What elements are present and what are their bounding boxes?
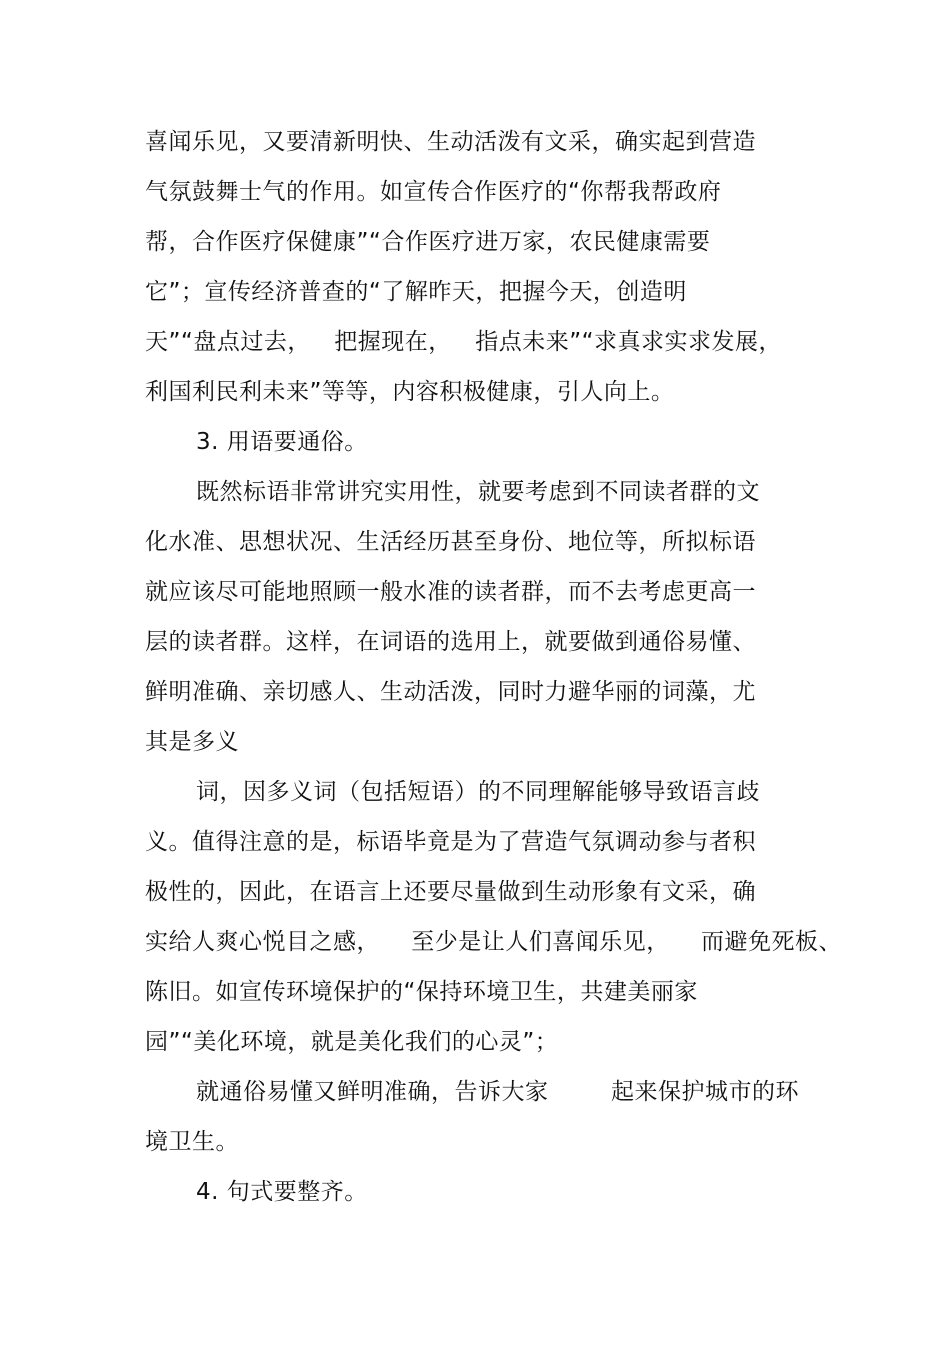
paragraph-line: 就通俗易懂又鲜明准确，告诉大家 起来保护城市的环 <box>196 1079 799 1105</box>
paragraph-line: 极性的，因此，在语言上还要尽量做到生动形象有文采，确 <box>145 879 756 905</box>
paragraph-line: 就应该尽可能地照顾一般水准的读者群，而不去考虑更高一 <box>145 579 756 605</box>
paragraph-line: 实给人爽心悦目之感， 至少是让人们喜闻乐见， 而避免死板、 <box>145 929 842 955</box>
paragraph-line: 气氛鼓舞士气的作用。如宣传合作医疗的“你帮我帮政府 <box>145 179 722 205</box>
paragraph-line: 鲜明准确、亲切感人、生动活泼，同时力避华丽的词藻，尤 <box>145 679 756 705</box>
paragraph-line: 词，因多义词（包括短语）的不同理解能够导致语言歧 <box>196 779 760 805</box>
paragraph-line: 其是多义 <box>145 729 239 755</box>
paragraph-line: 利国利民利未来”等等，内容积极健康，引人向上。 <box>145 379 675 405</box>
section-heading: 4. 句式要整齐。 <box>196 1179 368 1205</box>
section-heading: 3. 用语要通俗。 <box>196 429 368 455</box>
paragraph-line: 陈旧。如宣传环境保护的“保持环境卫生，共建美丽家 <box>145 979 698 1005</box>
paragraph-line: 帮，合作医疗保健康”“合作医疗进万家，农民健康需要 <box>145 229 711 255</box>
paragraph-line: 既然标语非常讲究实用性，就要考虑到不同读者群的文 <box>196 479 760 505</box>
paragraph-line: 化水准、思想状况、生活经历甚至身份、地位等，所拟标语 <box>145 529 756 555</box>
paragraph-line: 喜闻乐见，又要清新明快、生动活泼有文采，确实起到营造 <box>145 129 756 155</box>
paragraph-line: 义。值得注意的是，标语毕竟是为了营造气氛调动参与者积 <box>145 829 756 855</box>
paragraph-line: 境卫生。 <box>145 1129 239 1155</box>
paragraph-line: 园”“美化环境，就是美化我们的心灵”； <box>145 1029 559 1055</box>
paragraph-line: 层的读者群。这样，在词语的选用上，就要做到通俗易懂、 <box>145 629 756 655</box>
paragraph-line: 它”；宣传经济普查的“了解昨天，把握今天，创造明 <box>145 279 687 305</box>
paragraph-line: 天”“盘点过去， 把握现在， 指点未来”“求真求实求发展， <box>145 329 783 355</box>
